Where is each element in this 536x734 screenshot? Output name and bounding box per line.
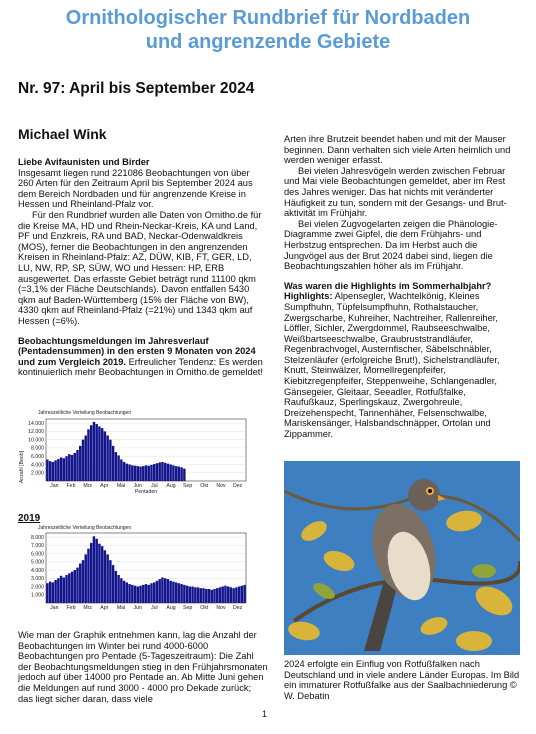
bar — [183, 585, 185, 603]
bar — [112, 565, 114, 603]
bar — [156, 463, 158, 481]
left-column-bottom — [18, 630, 268, 704]
bar — [52, 462, 54, 481]
y-tick-label: 3.000 — [31, 576, 44, 583]
bar — [52, 582, 54, 603]
bar — [139, 467, 141, 481]
y-axis-label: Anzahl [Beob] — [19, 450, 25, 484]
month-label: Mrz — [83, 483, 92, 489]
bar — [164, 463, 166, 481]
bar — [106, 436, 108, 481]
chart-intro-rest: Erfreulicher Tendenz: Es werden kontinuierlich mehr Beobachtungen in Ornitho.de gemeldet! — [18, 356, 263, 378]
bar — [49, 461, 51, 481]
bar — [57, 578, 59, 603]
bar — [227, 587, 229, 603]
chart-2019 — [18, 523, 248, 613]
bar — [145, 465, 147, 481]
bar — [46, 460, 48, 481]
bar — [211, 590, 213, 603]
bar — [85, 436, 87, 481]
month-label: Aug — [166, 483, 176, 489]
y-tick-label: 5.000 — [31, 559, 44, 566]
month-label: Feb — [66, 605, 76, 611]
bar — [197, 587, 199, 603]
month-label: Dez — [233, 483, 243, 489]
month-label: Apr — [100, 483, 109, 489]
month-label: Nov — [216, 483, 226, 489]
bar — [123, 462, 125, 481]
bar — [241, 586, 243, 603]
y-tick-label: 4.000 — [31, 462, 44, 469]
y-tick-label: 2.000 — [31, 470, 44, 477]
title-line-1: Ornithologischer Rundbrief für Nordbaden — [65, 7, 471, 29]
y-tick-label: 6.000 — [31, 551, 44, 558]
month-label: Jul — [151, 483, 158, 489]
bar — [202, 588, 204, 603]
year-label-2019: 2019 — [18, 513, 41, 524]
bar — [167, 464, 169, 481]
bar — [126, 464, 128, 481]
bar — [128, 464, 130, 481]
bar — [106, 554, 108, 603]
bar — [208, 589, 210, 603]
area-paragraph: Für den Rundbrief wurden alle Daten von Ornitho.de für die Kreise MA, HD und Rhein-Neckar-Kreis, KA und Land, PF und Enzkreis, RA und BAD, Neckar-Odenwaldkreis (MOS), ferner die Beobachtungen in den angrenzenden Kreisen in Rheinland-Pfalz: AZ, DÜW, KIB, FT, GER, LD, LU, NW, RP, SP, SÜW, WO und Hessen: HP, ERB ausgewertet. Das erfasste Gebiet beträgt rund 11100 qkm (=3,1% der Fläche Deutschlands). Davon entfallen 5430 qkm auf Baden-Württemberg (15% der Fläche von BW), 4330 qkm auf Rheinland-Pfalz (=21%) und 1343 qkm auf Hessen (=6%). — [18, 209, 262, 326]
bar — [224, 586, 226, 603]
bar — [79, 563, 81, 603]
bar — [104, 431, 106, 481]
bar — [219, 587, 221, 603]
bar — [109, 560, 111, 603]
bar — [131, 585, 133, 603]
bar — [120, 578, 122, 603]
bar — [178, 467, 180, 481]
y-tick-label: 7.000 — [31, 543, 44, 550]
title-line-2: und angrenzende Gebiete — [145, 31, 391, 53]
bar — [93, 422, 95, 481]
y-tick-label: 1.000 — [31, 592, 44, 599]
bar — [98, 544, 100, 603]
bar — [158, 462, 160, 481]
bar — [90, 425, 92, 481]
bar — [153, 582, 155, 603]
bar — [137, 587, 139, 603]
y-tick-label: 14.000 — [28, 420, 44, 427]
month-label: Okt — [200, 483, 209, 489]
y-tick-label: 8.000 — [31, 445, 44, 452]
month-label: Jan — [50, 605, 59, 611]
bar — [175, 466, 177, 481]
bar — [76, 450, 78, 481]
bar — [156, 581, 158, 603]
migrants-paragraph: Bei vielen Zugvogelarten zeigen die Phänologie-Diagramme zwei Gipfel, die dem Frühjahrs- und Herbstzug entsprechen. Da im Herbst auch die Jungvögel aus der Brut 2024 dabei sind, liegen die Beobachtungszahlen höher als im Frühjahr. — [284, 218, 498, 272]
bar — [68, 573, 70, 603]
bar — [65, 456, 67, 481]
bar — [148, 466, 150, 481]
bar — [109, 440, 111, 481]
bar — [180, 467, 182, 481]
month-label: Jun — [133, 605, 142, 611]
bar — [175, 582, 177, 603]
chart-2024 — [18, 409, 248, 499]
bar — [161, 577, 163, 603]
bar — [123, 581, 125, 603]
bar — [145, 584, 147, 603]
bar — [74, 453, 76, 481]
bar — [183, 469, 185, 481]
month-label: Jul — [151, 605, 158, 611]
bar — [90, 543, 92, 603]
bar — [120, 460, 122, 481]
bar — [148, 585, 150, 603]
bar — [74, 570, 76, 603]
bar — [167, 579, 169, 603]
intro-paragraph: Insgesamt liegen rund 221086 Beobachtungen von über 260 Arten für den Zeitraum April bis September 2024 aus dem Bereich Nordbaden und für angrenzende Kreise in Hessen und Rheinland-Pfalz vor. — [18, 167, 253, 210]
bar — [117, 575, 119, 603]
bar — [95, 539, 97, 603]
bar — [46, 583, 48, 603]
bar — [191, 587, 193, 603]
bar — [213, 589, 215, 603]
bar — [57, 459, 59, 481]
bar — [169, 464, 171, 481]
bar — [230, 587, 232, 603]
bar — [112, 446, 114, 481]
bar — [134, 466, 136, 481]
month-label: Aug — [166, 605, 176, 611]
author-name: Michael Wink — [18, 126, 107, 142]
bar — [82, 560, 84, 603]
bar — [54, 460, 56, 481]
month-label: Okt — [200, 605, 209, 611]
chart-title: Jahreszeitliche Verteilung Beobachtungen — [38, 525, 132, 531]
bar — [235, 587, 237, 603]
graph-explanation-paragraph: Wie man der Graphik entnehmen kann, lag die Anzahl der Beobachtungen im Winter bei rund 4000-6000 Beobachtungen pro Pentade (5-Tageszeitraum): Die Zahl der Beobachtungsmeldungen stieg in den Frühjahrsmonaten jedoch auf über 14000 pro Pentade an. Ab Mitte Juni gehen die Meldungen auf rund 3000 - 4000 pro Dekade zurück; das liegt sicher daran, dass viele — [18, 630, 268, 704]
greeting: Liebe Avifaunisten und Birder — [18, 157, 150, 167]
bar — [232, 588, 234, 603]
bar — [150, 583, 152, 603]
month-label: Jan — [50, 483, 59, 489]
y-tick-label: 8.000 — [31, 534, 44, 541]
bar — [172, 465, 174, 481]
chart-intro-paragraph — [18, 336, 266, 378]
bar — [65, 575, 67, 603]
bar — [134, 586, 136, 603]
chart-intro-bold: Beobachtungsmeldungen im Jahresverlauf (Pentadensummen) in den ersten 9 Monaten von 2024 und zum Vergleich 2019. — [18, 335, 256, 367]
month-label: Mai — [116, 483, 126, 489]
month-label: Mai — [116, 605, 126, 611]
month-label: Apr — [100, 605, 109, 611]
highlights-label: Highlights: — [284, 291, 333, 302]
bar — [169, 581, 171, 603]
y-tick-label: 10.000 — [28, 437, 44, 444]
bar — [101, 546, 103, 603]
chart-title: Jahreszeitliche Verteilung Beobachtungen — [38, 410, 132, 416]
bar — [186, 586, 188, 603]
photo-caption: 2024 erfolgte ein Einflug von Rotfußfalken nach Deutschland und in viele andere Länder Europas. Im Bild ein immaturer Rotfußfalke aus der Saalbachniederung © W. Debatin — [284, 659, 520, 701]
month-label: Dez — [233, 605, 243, 611]
continuation-paragraph: Arten ihre Brutzeit beendet haben und mit der Mauser beginnen. Dann verhalten sich viele Arten heimlich und werden weniger erfasst. — [284, 134, 511, 166]
bar — [82, 440, 84, 481]
issue-heading: Nr. 97: April bis September 2024 — [18, 80, 255, 97]
bar — [71, 455, 73, 481]
bar — [101, 428, 103, 481]
highlights-paragraph — [284, 291, 520, 439]
left-column — [18, 157, 266, 378]
bar — [117, 455, 119, 481]
month-label: Sep — [183, 483, 193, 489]
bar — [71, 572, 73, 603]
bar — [128, 584, 130, 603]
bar — [60, 457, 62, 481]
bar — [79, 446, 81, 481]
bar — [221, 587, 223, 603]
highlights-list: Alpensegler, Wachtelkönig, Kleines Sumpfhuhn, Tüpfelsumpfhuhn, Rothalstaucher, Zwergscharbe, Kuhreiher, Nachtreiher, Rallenreiher, Löffler, Sichler, Zwergdommel, Raubseeschwalbe, Weißbartseeschwalbe, Graubruststrandläufer, Regenbrachvogel, Austernfischer, Säbelschnäbler, Stelzenläufer (erfolgreiche Brut!), Sichelstrandläufer, Knutt, Steinwälzer, Mornellregenpfeifer, Kiebitzregenpfeifer, Steppenweihe, Schlangenadler, Gänsegeier, Gleitaar, Seeadler, Rotfußfalke, Raufußkauz, Sperlingskauz, Zwergohreule, Dreizehenspecht, Tannenhäher, Felsenschwalbe, Mariskensänger, Halsbandschnäpper, Ortolan und Zippammer. — [284, 291, 500, 440]
x-axis-label: Pentaden — [134, 489, 158, 495]
bar — [189, 587, 191, 603]
bar — [63, 577, 65, 603]
bar — [87, 429, 89, 481]
month-label: Jun — [133, 483, 142, 489]
falcon-photo — [284, 461, 520, 655]
bar — [93, 536, 95, 603]
month-label: Sep — [183, 605, 193, 611]
bar — [95, 424, 97, 481]
month-label: Mrz — [83, 605, 92, 611]
bar — [104, 550, 106, 603]
bar — [194, 587, 196, 603]
bar — [243, 585, 245, 603]
bar — [172, 582, 174, 603]
bar — [98, 426, 100, 481]
page-number: 1 — [262, 709, 268, 719]
bar — [76, 568, 78, 603]
bar — [137, 466, 139, 481]
bar — [49, 582, 51, 603]
bar — [216, 588, 218, 603]
highlights-heading: Was waren die Highlights im Sommerhalbjahr? — [284, 280, 492, 291]
bar — [126, 582, 128, 603]
bar — [200, 588, 202, 603]
bar — [142, 466, 144, 481]
bar — [139, 586, 141, 603]
bar — [205, 589, 207, 603]
y-tick-label: 6.000 — [31, 454, 44, 460]
bar — [142, 585, 144, 603]
bar — [115, 571, 117, 603]
y-tick-label: 12.000 — [28, 429, 44, 436]
bar — [60, 576, 62, 603]
bar — [153, 464, 155, 481]
bar — [238, 587, 240, 603]
bar — [115, 452, 117, 481]
bar — [164, 578, 166, 603]
resident-birds-paragraph: Bei vielen Jahresvögeln werden zwischen Februar und Mai viele Beobachtungen gemeldet, aber im Rest des Jahres weniger. Das hat nichts mit veränderter Häufigkeit zu tun, sondern mit der Gesangs- und Brut-aktivität im Frühjahr. — [284, 165, 507, 219]
bar — [131, 465, 133, 481]
month-label: Feb — [66, 483, 76, 489]
right-column — [284, 134, 520, 440]
bar — [180, 584, 182, 603]
bar — [85, 554, 87, 603]
y-tick-label: 4.000 — [31, 567, 44, 574]
bar — [161, 462, 163, 481]
bar — [178, 583, 180, 603]
bar — [158, 579, 160, 603]
bar — [68, 454, 70, 481]
bar — [150, 465, 152, 481]
bar — [54, 580, 56, 603]
bar — [87, 549, 89, 603]
y-tick-label: 2.000 — [31, 584, 44, 591]
bar — [63, 458, 65, 481]
newsletter-title — [0, 6, 536, 54]
month-label: Nov — [216, 605, 226, 611]
